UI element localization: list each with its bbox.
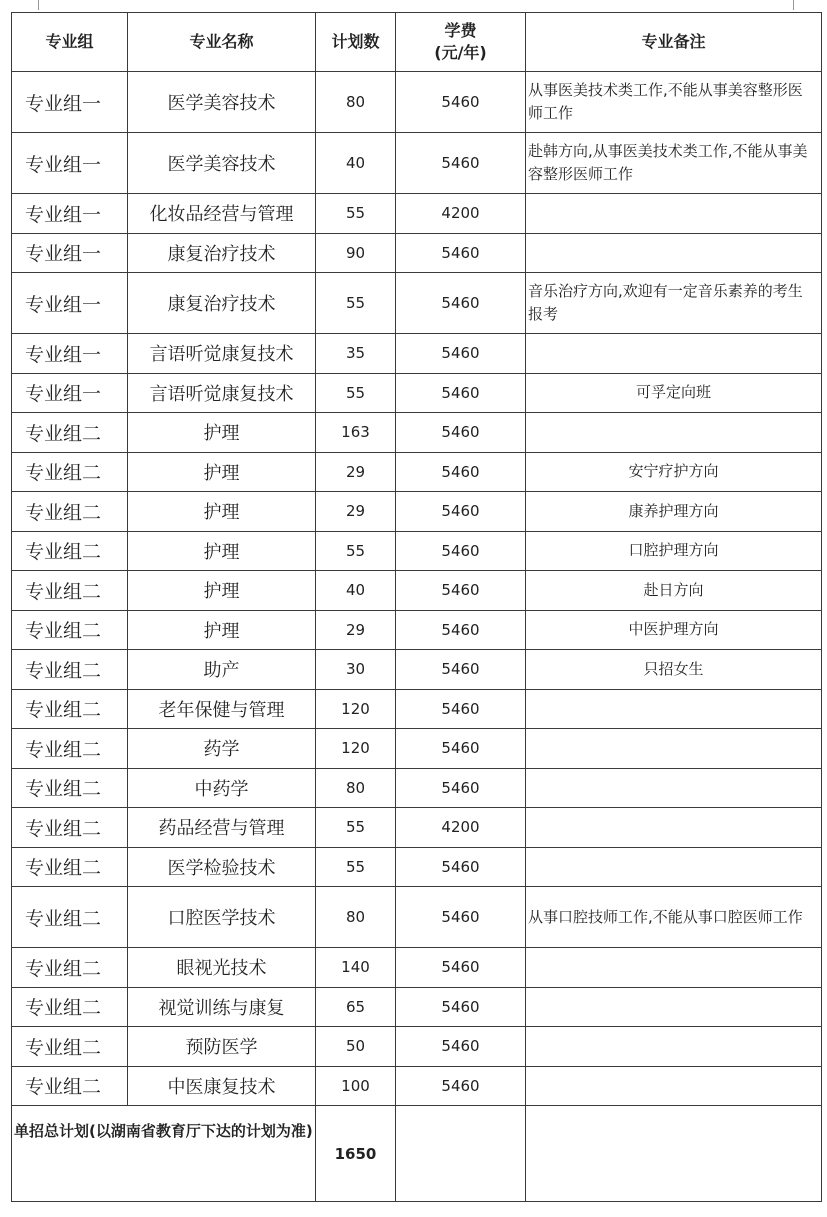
fee-cell: 4200	[396, 808, 526, 848]
table-row	[12, 847, 822, 887]
fee-cell: 5460	[396, 689, 526, 729]
fee-cell: 5460	[396, 610, 526, 650]
header-note: 专业备注	[526, 13, 822, 72]
plan-cell: 29	[316, 452, 396, 492]
enrollment-plan-table	[11, 12, 822, 1202]
plan-cell: 30	[316, 650, 396, 690]
total-note-cell	[526, 1106, 822, 1202]
note-cell	[526, 1066, 822, 1106]
name-cell: 护理	[128, 571, 316, 611]
name-cell: 医学美容技术	[128, 72, 316, 133]
table-row	[12, 887, 822, 948]
fee-cell: 5460	[396, 133, 526, 194]
table-row	[12, 334, 822, 374]
note-cell: 可孚定向班	[526, 373, 822, 413]
plan-cell: 55	[316, 194, 396, 234]
plan-cell: 80	[316, 72, 396, 133]
plan-cell: 29	[316, 492, 396, 532]
name-cell: 护理	[128, 610, 316, 650]
group-cell: 专业组一	[12, 334, 128, 374]
name-cell: 护理	[128, 492, 316, 532]
note-cell	[526, 194, 822, 234]
fee-cell: 5460	[396, 847, 526, 887]
fee-cell: 5460	[396, 948, 526, 988]
note-cell: 音乐治疗方向,欢迎有一定音乐素养的考生报考	[526, 273, 822, 334]
group-cell: 专业组二	[12, 887, 128, 948]
group-cell: 专业组二	[12, 1066, 128, 1106]
note-cell: 赴日方向	[526, 571, 822, 611]
note-cell: 口腔护理方向	[526, 531, 822, 571]
table-row	[12, 194, 822, 234]
name-cell: 康复治疗技术	[128, 233, 316, 273]
plan-cell: 29	[316, 610, 396, 650]
name-cell: 护理	[128, 413, 316, 453]
table-row	[12, 492, 822, 532]
table-row	[12, 689, 822, 729]
group-cell: 专业组一	[12, 373, 128, 413]
name-cell: 眼视光技术	[128, 948, 316, 988]
note-cell	[526, 729, 822, 769]
total-label: 单招总计划(以湖南省教育厅下达的计划为准)	[12, 1106, 316, 1202]
page-corner-mark-right	[793, 0, 794, 10]
name-cell: 医学检验技术	[128, 847, 316, 887]
name-cell: 言语听觉康复技术	[128, 373, 316, 413]
plan-cell: 80	[316, 887, 396, 948]
name-cell: 中医康复技术	[128, 1066, 316, 1106]
name-cell: 中药学	[128, 768, 316, 808]
group-cell: 专业组二	[12, 492, 128, 532]
plan-cell: 55	[316, 847, 396, 887]
table-row	[12, 729, 822, 769]
header-plan: 计划数	[316, 13, 396, 72]
total-row	[12, 1106, 822, 1202]
plan-cell: 90	[316, 233, 396, 273]
note-cell: 从事医美技术类工作,不能从事美容整形医师工作	[526, 72, 822, 133]
plan-cell: 55	[316, 808, 396, 848]
plan-cell: 140	[316, 948, 396, 988]
group-cell: 专业组一	[12, 72, 128, 133]
name-cell: 化妆品经营与管理	[128, 194, 316, 234]
plan-cell: 80	[316, 768, 396, 808]
group-cell: 专业组一	[12, 194, 128, 234]
fee-cell: 5460	[396, 1066, 526, 1106]
note-cell	[526, 413, 822, 453]
note-cell: 中医护理方向	[526, 610, 822, 650]
fee-cell: 5460	[396, 887, 526, 948]
note-cell	[526, 948, 822, 988]
table-row	[12, 452, 822, 492]
fee-cell: 5460	[396, 1027, 526, 1067]
plan-cell: 55	[316, 273, 396, 334]
table-row	[12, 413, 822, 453]
name-cell: 药学	[128, 729, 316, 769]
table-row	[12, 133, 822, 194]
group-cell: 专业组二	[12, 452, 128, 492]
plan-cell: 55	[316, 531, 396, 571]
fee-cell: 5460	[396, 413, 526, 453]
plan-cell: 55	[316, 373, 396, 413]
table-row	[12, 650, 822, 690]
plan-cell: 100	[316, 1066, 396, 1106]
group-cell: 专业组二	[12, 571, 128, 611]
header-group: 专业组	[12, 13, 128, 72]
name-cell: 口腔医学技术	[128, 887, 316, 948]
group-cell: 专业组二	[12, 1027, 128, 1067]
name-cell: 助产	[128, 650, 316, 690]
group-cell: 专业组二	[12, 650, 128, 690]
note-cell: 安宁疗护方向	[526, 452, 822, 492]
plan-cell: 35	[316, 334, 396, 374]
group-cell: 专业组二	[12, 689, 128, 729]
table-row	[12, 768, 822, 808]
name-cell: 医学美容技术	[128, 133, 316, 194]
plan-cell: 40	[316, 571, 396, 611]
fee-cell: 5460	[396, 452, 526, 492]
table-row	[12, 273, 822, 334]
fee-cell: 5460	[396, 233, 526, 273]
plan-cell: 65	[316, 987, 396, 1027]
plan-cell: 120	[316, 729, 396, 769]
fee-cell: 5460	[396, 571, 526, 611]
name-cell: 护理	[128, 452, 316, 492]
table-row	[12, 1066, 822, 1106]
total-fee-cell	[396, 1106, 526, 1202]
name-cell: 药品经营与管理	[128, 808, 316, 848]
fee-cell: 5460	[396, 987, 526, 1027]
group-cell: 专业组二	[12, 531, 128, 571]
group-cell: 专业组二	[12, 987, 128, 1027]
table-body	[12, 72, 822, 1106]
fee-cell: 4200	[396, 194, 526, 234]
table-row	[12, 1027, 822, 1067]
note-cell: 从事口腔技师工作,不能从事口腔医师工作	[526, 887, 822, 948]
fee-cell: 5460	[396, 373, 526, 413]
fee-cell: 5460	[396, 334, 526, 374]
group-cell: 专业组二	[12, 948, 128, 988]
page-corner-mark-left	[38, 0, 39, 10]
table-header-row	[12, 13, 822, 72]
name-cell: 护理	[128, 531, 316, 571]
table-row	[12, 987, 822, 1027]
group-cell: 专业组一	[12, 273, 128, 334]
note-cell: 赴韩方向,从事医美技术类工作,不能从事美容整形医师工作	[526, 133, 822, 194]
table-row	[12, 948, 822, 988]
table-row	[12, 610, 822, 650]
group-cell: 专业组二	[12, 808, 128, 848]
name-cell: 言语听觉康复技术	[128, 334, 316, 374]
plan-cell: 40	[316, 133, 396, 194]
note-cell	[526, 1027, 822, 1067]
plan-cell: 50	[316, 1027, 396, 1067]
note-cell	[526, 233, 822, 273]
header-name: 专业名称	[128, 13, 316, 72]
group-cell: 专业组二	[12, 413, 128, 453]
note-cell	[526, 847, 822, 887]
table-row	[12, 373, 822, 413]
note-cell: 只招女生	[526, 650, 822, 690]
note-cell	[526, 808, 822, 848]
total-plan: 1650	[316, 1106, 396, 1202]
fee-cell: 5460	[396, 492, 526, 532]
note-cell	[526, 334, 822, 374]
group-cell: 专业组二	[12, 729, 128, 769]
group-cell: 专业组二	[12, 610, 128, 650]
fee-cell: 5460	[396, 729, 526, 769]
name-cell: 预防医学	[128, 1027, 316, 1067]
table-row	[12, 531, 822, 571]
table-row	[12, 808, 822, 848]
header-fee	[396, 13, 526, 72]
plan-cell: 163	[316, 413, 396, 453]
group-cell: 专业组一	[12, 133, 128, 194]
fee-cell: 5460	[396, 768, 526, 808]
note-cell	[526, 987, 822, 1027]
fee-cell: 5460	[396, 531, 526, 571]
table-row	[12, 72, 822, 133]
fee-cell: 5460	[396, 273, 526, 334]
header-fee-line1: 学费	[444, 21, 477, 40]
name-cell: 老年保健与管理	[128, 689, 316, 729]
table-row	[12, 233, 822, 273]
note-cell	[526, 768, 822, 808]
note-cell: 康养护理方向	[526, 492, 822, 532]
table-row	[12, 571, 822, 611]
plan-cell: 120	[316, 689, 396, 729]
fee-cell: 5460	[396, 72, 526, 133]
fee-cell: 5460	[396, 650, 526, 690]
group-cell: 专业组二	[12, 768, 128, 808]
group-cell: 专业组一	[12, 233, 128, 273]
group-cell: 专业组二	[12, 847, 128, 887]
name-cell: 视觉训练与康复	[128, 987, 316, 1027]
note-cell	[526, 689, 822, 729]
name-cell: 康复治疗技术	[128, 273, 316, 334]
header-fee-line2: (元/年)	[434, 43, 487, 62]
